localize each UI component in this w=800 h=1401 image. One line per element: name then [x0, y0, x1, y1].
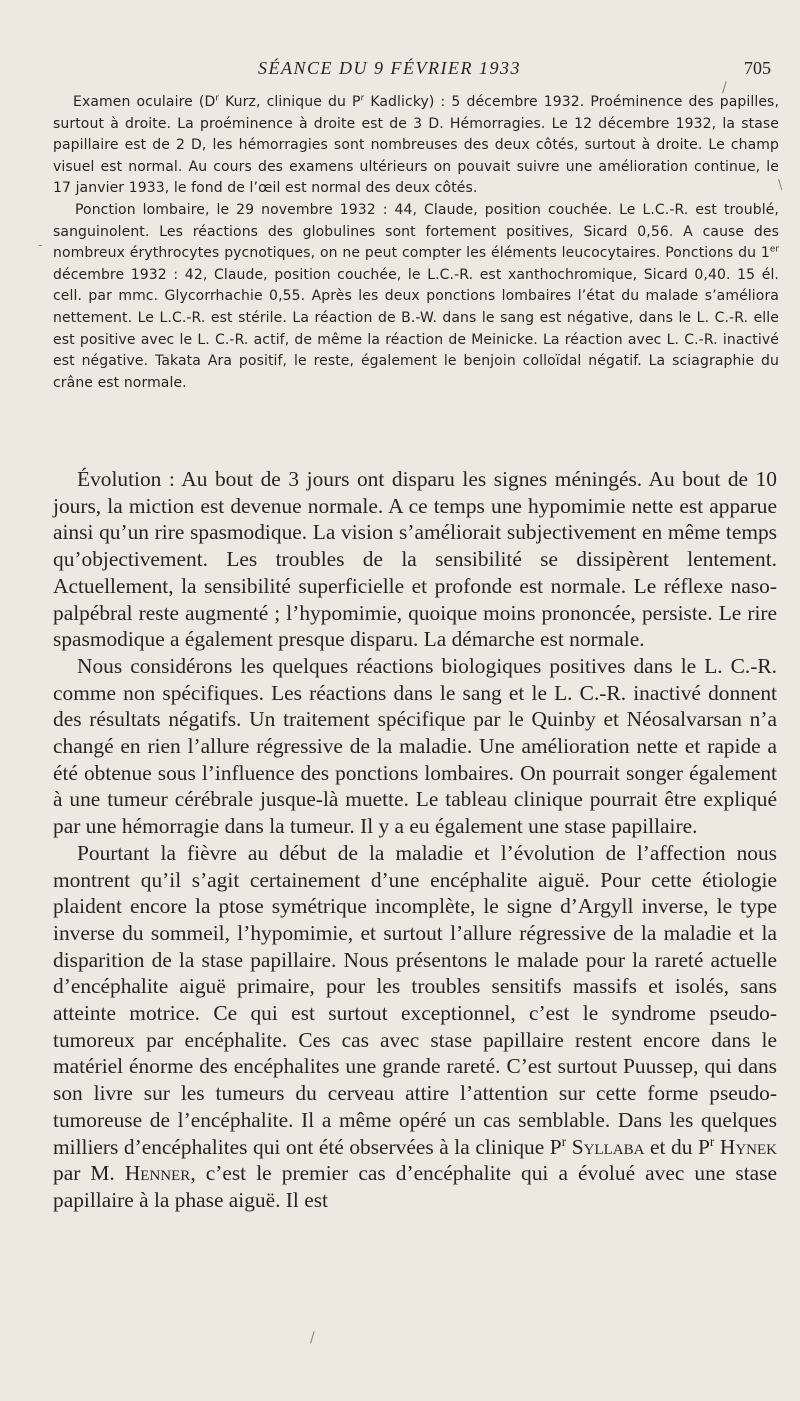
running-title: SÉANCE DU 9 FÉVRIER 1933 [258, 58, 521, 78]
margin-stroke-icon: - [38, 238, 43, 253]
eye-exam-paragraph: Examen oculaire ($D^r$ Kurz, clinique du $P^r$ Kadlicky) : 5 décembre 1932. Proéminence des papilles, surtout à droite. La proéminence à droite est de 3 D. Hémorragies. Le 12 décembre 1932, la stase papillaire est de 2 D, les hémorragies sont nombreuses des deux côtés, surtout à droite. Le champ visuel est normal. Au cours des examens ultérieurs on pouvait suivre une amélioration continue, le 17 janvier 1933, le fond de l’œil est normal des deux côtés. [53, 93, 779, 197]
margin-stroke-icon: / [310, 1330, 315, 1346]
evolution-paragraph: Évolution : Au bout de 3 jours ont disparu les signes méningés. Au bout de 10 jours, la miction est devenue normale. A ce temps une hypomimie nette est apparue ainsi qu’un rire spasmodique. La vision s’améliorait subjectivement en même temps qu’objectivement. Les troubles de la sensibilité se dissipèrent lentement. Actuellement, la sensibilité superficielle et profonde est normale. Le réflexe naso-palpébral reste augmenté ; l’hypomimie, quoique moins prononcée, persiste. Le rire spasmodique a également presque disparu. La démarche est normale. [53, 467, 777, 652]
author-name: Henner [124, 1161, 191, 1186]
author-name: Syllaba [571, 1134, 645, 1159]
biological-reactions-paragraph: Nous considérons les quelques réactions biologiques positives dans le L. C.-R. comme non spécifiques. Les réactions dans le sang et le L. C.-R. inactivé donnent des résultats négatifs. Un traitement spécifique par le Quinby et Néosalvarsan n’a changé en rien l’allure régressive de la maladie. Une amélioration nette et rapide a été obtenue sous l’influence des ponctions lombaires. On pourrait songer également à une tumeur cérébrale jusque-là muette. Le tableau clinique pourrait être expliqué par une hémorragie dans la tumeur. Il y a eu également une stase papillaire. [53, 653, 777, 839]
author-name: Hynek [719, 1134, 777, 1159]
page-number: 705 [744, 58, 771, 78]
case-details-section [53, 92, 779, 394]
discussion-section [53, 466, 777, 1214]
page-header [0, 58, 800, 84]
lumbar-puncture-paragraph: Ponction lombaire, le 29 novembre 1932 : 44, Claude, position couchée. Le L.C.-R. est troublé, sanguinolent. Les réactions des globulines sont fortement positives, Sicard 0,56. A cause des nombreux érythrocytes pycnotiques, on ne peut compter les éléments leucocytaires. Ponctions du 1er décembre 1932 : 42, Claude, position couchée, le L.C.-R. est xanthochromique, Sicard 0,40. 15 él. cell. par mmc. Glycorrhachie 0,55. Après les deux ponctions lombaires l’état du malade s’améliora nettement. Le L.C.-R. est stérile. La réaction de B.-W. dans le sang est négative, dans le L. C.-R. elle est positive avec le L. C.-R. actif, de même la réaction de Meinicke. La réaction avec L. C.-R. inactivé est négative. Takata Ara positif, le reste, également le benjoin colloïdal négatif. La sciagraphie du crâne est normale. [53, 201, 779, 391]
margin-stroke-icon: \ [778, 178, 783, 193]
encephalitis-paragraph: Pourtant la fièvre au début de la maladie et l’évolution de l’affection nous montrent qu’il s’agit certainement d’une encéphalite aiguë. Pour cette étiologie plaident encore la ptose symétrique incomplète, le signe d’Argyll inverse, le type inverse du sommeil, l’hypomimie, et surtout l’allure régressive de la maladie et la disparition de la stase papillaire. Nous présentons le malade pour la rareté actuelle d’encéphalite aiguë primaire, pour les troubles sensitifs massifs et isolés, sans atteinte motrice. Ce qui est surtout exceptionnel, c’est le syndrome pseudo-tumoreux par encéphalite. Ces cas avec stase papillaire restent encore dans le matériel énorme des encéphalites une grande rareté. C’est surtout Puussep, qui dans son livre sur les tumeurs du cerveau attire l’attention sur cette forme pseudo-tumoreuse de l’encéphalite. Il a même opéré un cas semblable. Dans les quelques milliers d’encéphalites qui ont été observées à la clinique $P^r$ Syllaba et du $P^r$ Hynek par M. Henner, c’est le premier cas d’encéphalite qui a évolué avec une stase papillaire à la phase aiguë. Il est [53, 840, 777, 1212]
margin-stroke-icon: / [722, 80, 727, 96]
